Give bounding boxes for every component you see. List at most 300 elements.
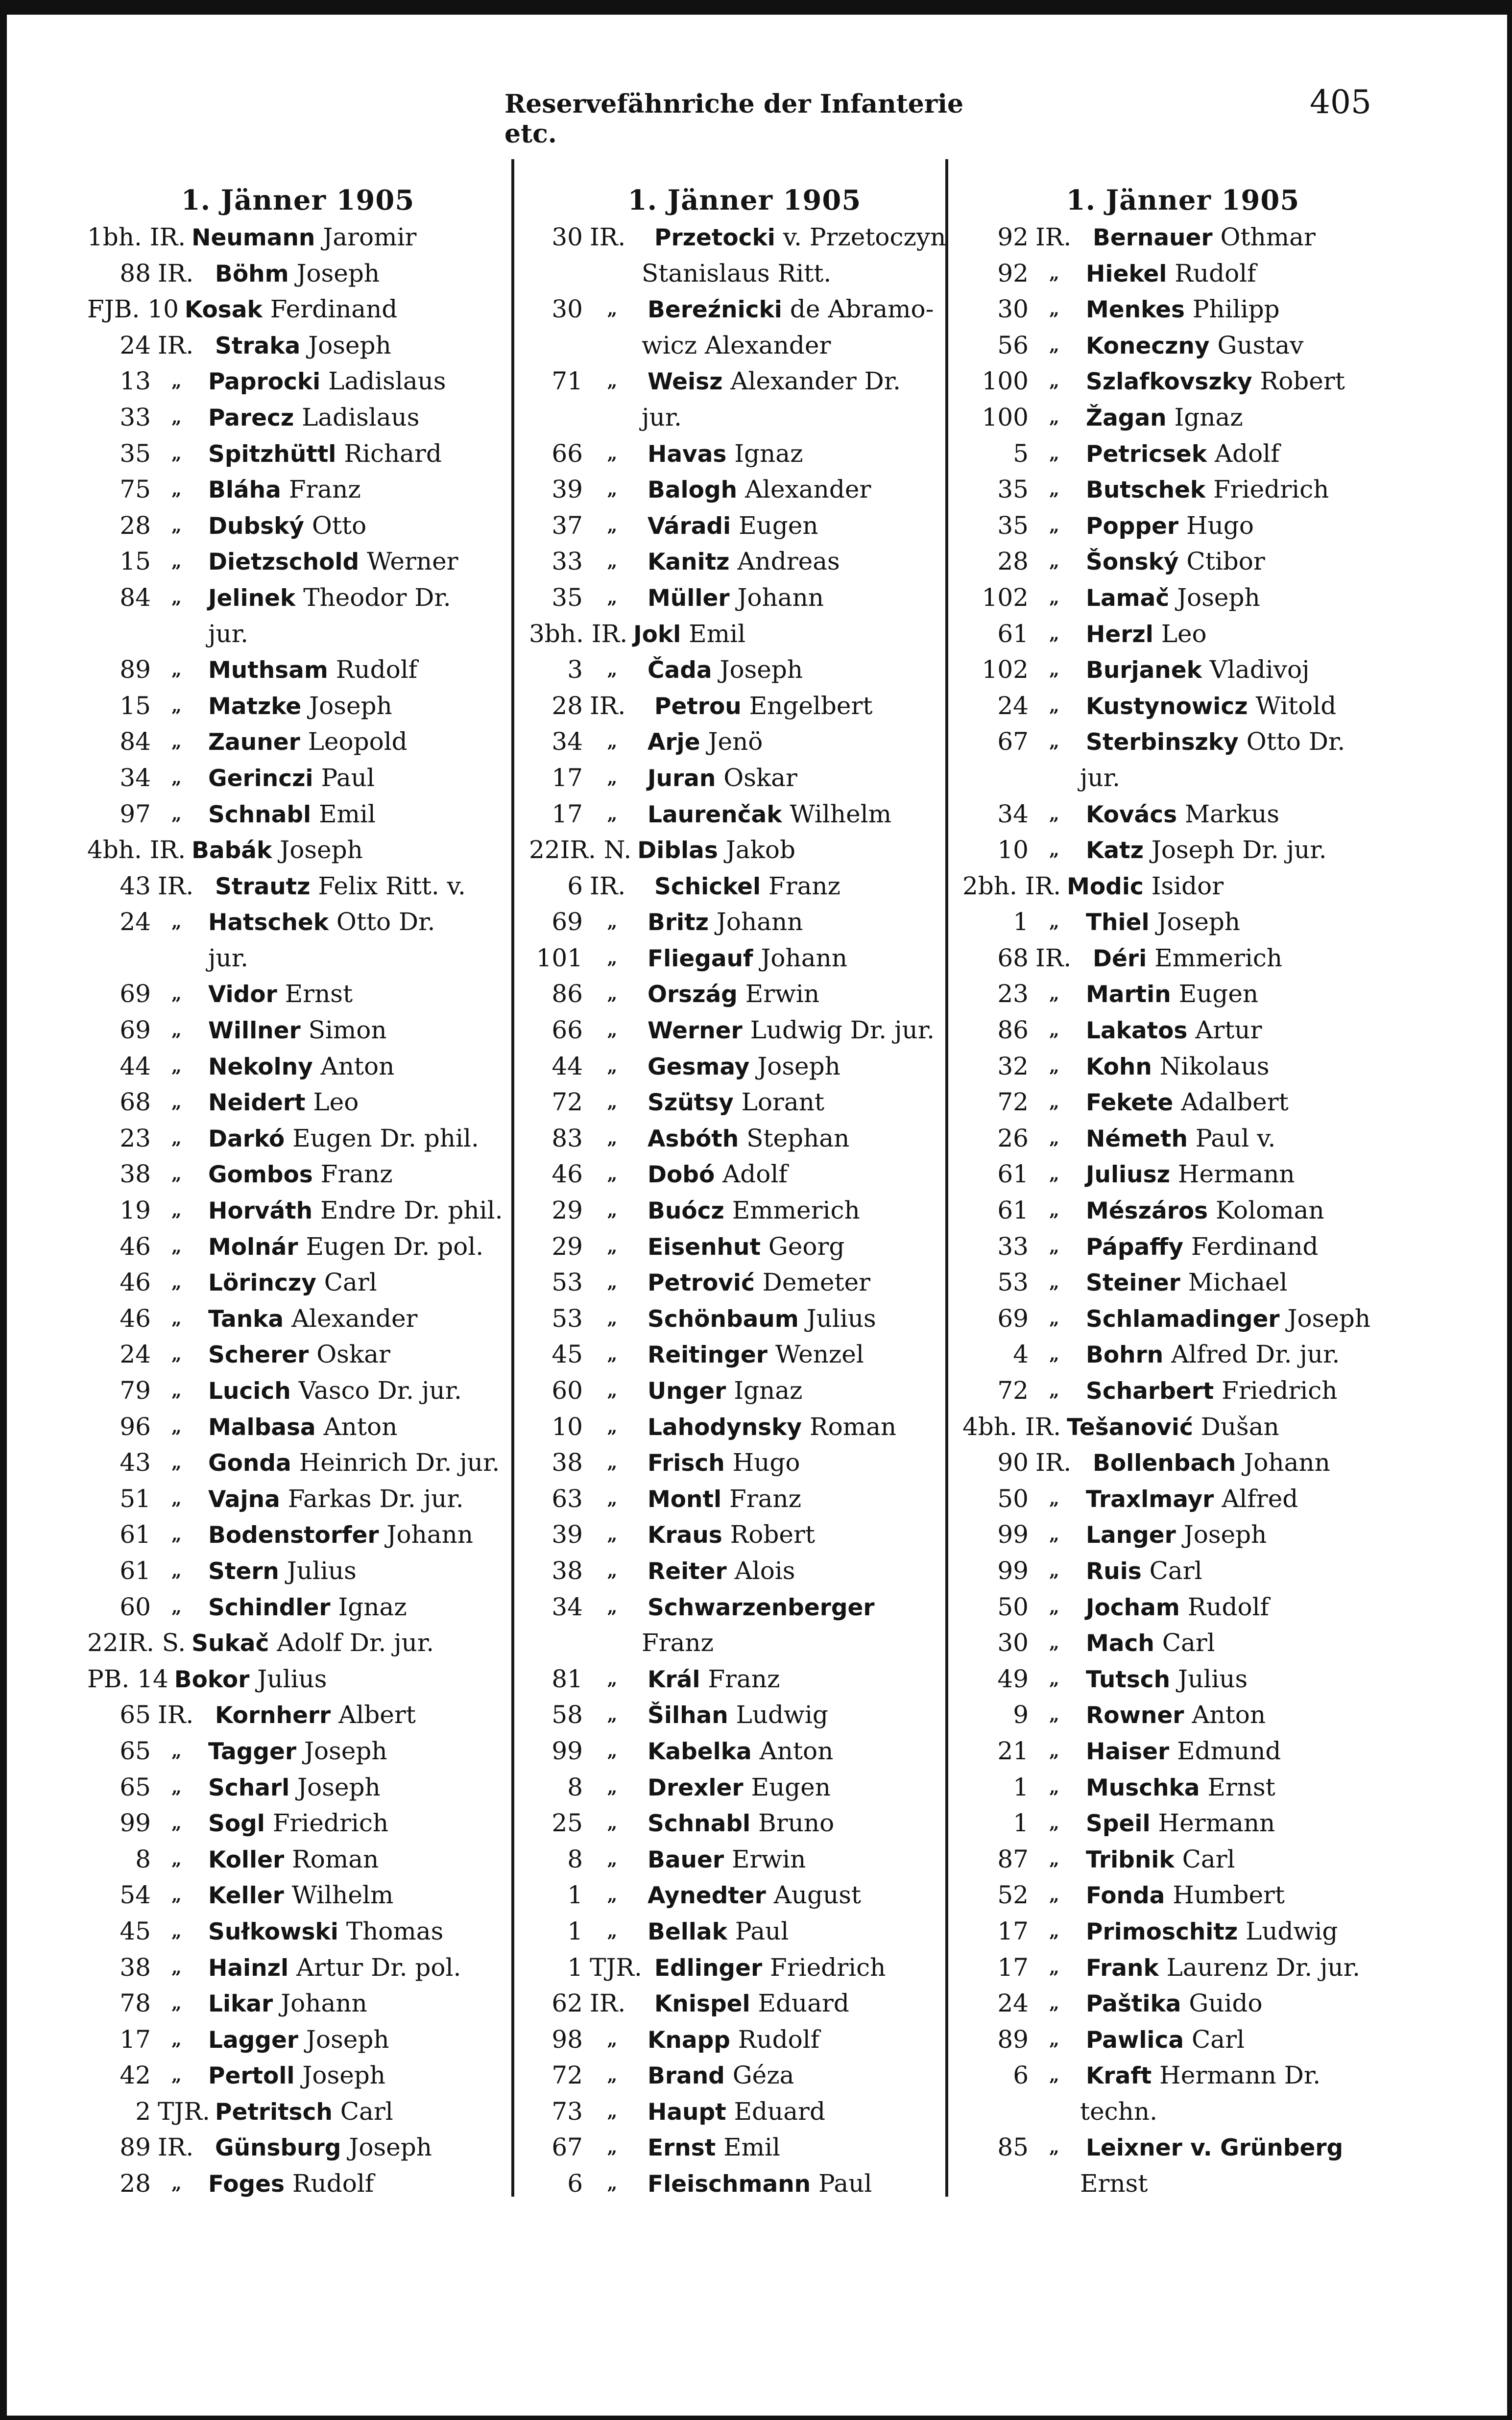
surname: Koneczny [1086,332,1210,359]
regiment-number: 78 [120,1989,151,2018]
entry-continuation [529,256,960,292]
ditto-mark: „ [607,1164,618,1185]
given-name: Joseph [280,836,363,864]
list-item [87,2166,508,2202]
surname: Hatschek [208,909,329,936]
surname: Král [648,1666,700,1693]
given-name: Johann [761,943,847,972]
list-item [529,1481,960,1517]
surname: Britz [648,909,709,936]
surname: Straka [215,332,301,359]
unit-designation [962,688,1080,724]
given-name: Friedrich [1213,475,1329,504]
surname: Scherer [208,1342,309,1369]
entry-continuation [962,760,1403,796]
ditto-mark: „ [1049,1127,1059,1149]
unit-designation [962,832,1080,868]
list-item [962,1733,1403,1770]
unit-designation [962,940,1087,977]
surname: Aynedter [648,1882,766,1910]
unit-designation [962,219,1087,256]
unit-designation [87,1156,202,1193]
regiment-number: 8 [567,1773,583,1801]
regiment-number: 17 [120,2025,151,2054]
list-item [87,1697,508,1733]
regiment-number: 33 [997,1232,1029,1261]
person-name [642,724,763,760]
ditto-mark: „ [607,1813,618,1834]
given-name: Engelbert [749,691,873,720]
person-name [1080,1589,1269,1626]
unit-designation [87,1950,202,1986]
column-heading: 1. Jänner 1905 [181,184,415,216]
list-item [962,1842,1403,1878]
running-title: Reservefähnriche der Infanterie etc. [504,89,964,149]
ditto-mark: „ [607,1127,618,1149]
given-name: Philipp [1192,295,1280,324]
ditto-mark: „ [171,2065,182,2086]
list-item [87,1842,508,1878]
person-name [1080,1121,1275,1157]
unit-designation [87,1589,202,1626]
ditto-mark: „ [1049,1055,1059,1077]
regiment-number: 30 [997,295,1029,324]
person-name [642,436,803,472]
surname: Eisenhut [648,1233,761,1261]
surname: Katz [1086,837,1144,864]
unit-designation [87,436,202,472]
list-item [87,1589,508,1626]
ditto-mark: „ [171,515,182,536]
person-name [642,1156,788,1193]
regiment-number: 28 [552,691,583,720]
given-name: Alfred Dr. jur. [1171,1340,1340,1369]
ditto-mark: „ [171,983,182,1005]
list-item [529,472,960,508]
given-name: Leo [1161,619,1207,648]
unit-designation [962,328,1080,364]
surname: Schlamadinger [1086,1305,1280,1333]
continuation-text: jur. [208,943,249,972]
given-name: Friedrich [1222,1376,1338,1405]
surname: Lucich [208,1378,291,1405]
unit-designation [529,1986,648,2022]
person-name [648,868,840,905]
list-item [529,1877,960,1914]
list-item [87,2094,508,2130]
person-name [1087,1445,1330,1481]
surname: Sterbinszky [1086,729,1239,756]
list-item [87,1301,508,1337]
ditto-mark: „ [171,1560,182,1581]
continuation-text: jur. [642,403,682,431]
given-name: Anton [1192,1701,1266,1729]
entry-continuation [529,1625,960,1661]
regiment-number: 61 [997,1160,1029,1189]
person-name [1080,2130,1343,2166]
ditto-mark: „ [607,1416,618,1437]
unit-designation [529,652,642,688]
surname: Kustynowicz [1086,693,1248,720]
list-item [529,436,960,472]
person-name [202,1877,393,1914]
ditto-mark: „ [607,803,618,824]
regiment-number: 45 [120,1917,151,1945]
list-item [87,1625,508,1661]
surname: Przetocki [654,224,775,251]
unit-designation [962,616,1080,652]
list-item [87,580,508,616]
given-name: Franz [729,1484,801,1513]
surname: Frisch [648,1450,725,1477]
unit-designation [87,652,202,688]
continuation-text: Franz [642,1629,714,1657]
list-item [529,904,960,940]
list-item [529,1337,960,1373]
person-name [1080,1373,1337,1409]
given-name: Werner [367,547,458,576]
surname: Modic [1067,873,1144,900]
given-name: Carl [1182,1845,1235,1873]
list-item [962,904,1403,940]
regiment-number: 102 [982,583,1029,612]
regiment-number: 85 [997,2133,1029,2162]
ditto-mark: „ [171,911,182,933]
list-item [87,724,508,760]
entry-list [962,219,1403,2202]
surname: Tešanović [1067,1414,1193,1441]
unit-designation [529,1770,642,1806]
list-item [962,1625,1403,1661]
surname: Asbóth [648,1125,739,1152]
person-name [642,1661,780,1698]
unit-designation [529,1950,648,1986]
unit-designation [87,1986,202,2022]
unit-designation [529,1733,642,1770]
unit-designation [529,2130,642,2166]
list-item [87,1733,508,1770]
regiment-number: 38 [552,1448,583,1477]
regiment-number: 60 [552,1376,583,1405]
surname: Thiel [1086,909,1150,936]
person-name [202,1337,390,1373]
list-item [87,796,508,833]
list-item [87,868,508,905]
unit-designation [962,1373,1080,1409]
person-name [1080,1986,1263,2022]
unit-designation [87,1553,202,1589]
surname: Nekolny [208,1053,313,1080]
column-rule-left [511,159,514,2197]
person-name [1080,363,1345,400]
unit-designation [87,544,202,580]
surname: Hainzl [208,1954,289,1982]
regiment-number: 101 [536,943,583,972]
regiment-number: 72 [552,1088,583,1117]
person-name [642,1553,795,1589]
regiment-number: 30 [552,223,583,251]
regiment-number: 89 [120,2133,151,2162]
surname: Muschka [1086,1774,1200,1801]
person-name [202,2058,385,2094]
surname: Stern [208,1557,279,1585]
surname: Bereźnicki [648,296,782,324]
given-name: Ernst [1207,1773,1275,1801]
ditto-mark: „ [171,1776,182,1797]
list-item [529,832,960,868]
list-item [962,976,1403,1012]
regiment-number: 46 [552,1160,583,1189]
person-name [642,2094,825,2130]
person-name [642,1842,806,1878]
regiment-number: 99 [552,1736,583,1765]
list-item [87,976,508,1012]
regiment-number: 1 [567,1917,583,1945]
unit-designation [529,1697,642,1733]
unit-designation [87,2058,202,2094]
given-name: Laurenz Dr. jur. [1166,1953,1361,1982]
list-item [962,1914,1403,1950]
ditto-mark: „ [607,371,618,392]
person-name [642,1373,802,1409]
person-name [1080,1950,1360,1986]
person-name [1080,1733,1281,1770]
ditto-mark: „ [1049,407,1059,428]
regiment-number: 32 [997,1052,1029,1080]
scan-border-bottom [0,2416,1512,2420]
given-name: Rudolf [1175,259,1256,288]
person-name [627,616,745,652]
unit-designation [962,1265,1080,1301]
person-name [209,868,466,905]
surname: Szütsy [648,1089,734,1117]
list-item [529,1301,960,1337]
list-item [962,1229,1403,1265]
unit-designation [529,832,631,868]
regiment-number: 88 [120,259,151,288]
unit-designation [87,1914,202,1950]
surname: Kosak [184,296,263,324]
given-name: Hermann [1158,1809,1275,1838]
unit-designation [87,1084,202,1121]
given-name: Jaromir [323,223,417,251]
surname: Pawlica [1086,2026,1184,2054]
person-name [1080,1193,1324,1229]
regiment-number: 28 [997,547,1029,576]
given-name: Julius [806,1304,876,1333]
surname: Lakatos [1086,1017,1188,1045]
ditto-mark: „ [171,1020,182,1041]
regiment-number: 69 [120,980,151,1008]
ditto-mark: „ [1049,371,1059,392]
given-name: Joseph [297,1773,381,1801]
ditto-mark: „ [171,1380,182,1401]
person-name [642,2166,872,2202]
surname: Reiter [648,1557,727,1585]
regiment-number: 69 [552,908,583,936]
unit-designation [87,2130,209,2166]
regiment-number: 102 [982,655,1029,684]
ditto-mark: „ [171,1920,182,1941]
given-name: Friedrich [272,1809,389,1838]
given-name: Robert [730,1520,815,1549]
given-name: Carl [340,2097,393,2126]
regiment-number: 53 [552,1268,583,1297]
given-name: Leo [313,1088,359,1117]
list-item [87,328,508,364]
person-name [631,832,795,868]
unit-designation [529,1445,642,1481]
surname: Leixner v. Grünberg [1086,2134,1344,2162]
unit-designation [87,724,202,760]
list-item [529,1156,960,1193]
surname: Knapp [648,2026,730,2054]
person-name [648,688,873,724]
list-item [529,2166,960,2202]
list-item [87,1121,508,1157]
person-name [202,1156,393,1193]
unit-designation [529,2022,642,2058]
unit-designation [529,219,648,256]
list-item [962,2058,1403,2094]
list-item [962,508,1403,544]
surname: Szlafkovszky [1086,368,1252,396]
ditto-mark: „ [607,1452,618,1473]
regiment-number: 98 [552,2025,583,2054]
ditto-mark: „ [607,1055,618,1077]
list-item [529,940,960,977]
surname: Jocham [1086,1594,1180,1621]
unit-code: 1bh. IR. [87,223,186,251]
list-item [962,1770,1403,1806]
unit-designation [87,2166,202,2202]
regiment-number: 72 [997,1088,1029,1117]
ditto-mark: „ [607,659,618,680]
unit-designation [962,1445,1087,1481]
person-name [202,1049,394,1085]
person-name [1080,652,1310,688]
person-name [1080,1697,1266,1733]
regiment-number: 1 [1013,908,1029,936]
unit-designation [87,1121,202,1157]
regiment-number: 73 [552,2097,583,2126]
ditto-mark: „ [171,1524,182,1545]
unit-designation [962,1121,1080,1157]
given-name: Alexander Dr. [730,367,901,396]
ditto-mark: „ [171,1200,182,1221]
unit-designation [87,868,209,905]
given-name: Ladislaus [302,403,420,431]
ditto-mark: „ [1049,1272,1059,1293]
given-name: Joseph [304,1736,387,1765]
ditto-mark: „ [171,371,182,392]
person-name [179,291,397,328]
unit-code: 4bh. IR. [87,836,186,864]
person-name [1080,544,1265,580]
given-name: Vasco Dr. jur. [298,1376,462,1405]
ditto-mark: „ [171,1848,182,1869]
surname: Dietzschold [208,549,360,576]
list-item [529,1409,960,1445]
unit-designation [962,1084,1080,1121]
regiment-number: 89 [997,2025,1029,2054]
entry-continuation [87,616,508,652]
list-item [529,2058,960,2094]
ditto-mark: „ [171,2029,182,2050]
unit-designation [962,580,1080,616]
person-name [1080,904,1240,940]
list-item [962,1084,1403,1121]
given-name: Alexander [744,475,871,504]
ditto-mark: „ [607,2173,618,2194]
unit-designation [87,1481,202,1517]
person-name [168,1661,327,1698]
surname: Schönbaum [648,1305,799,1333]
surname: Ország [648,981,738,1008]
unit-designation [962,1625,1080,1661]
surname: Juliusz [1086,1161,1170,1189]
unit-designation [87,904,202,940]
person-name [209,2094,393,2130]
ditto-mark: „ [607,2029,618,2050]
unit-designation [87,1012,202,1049]
surname: Scharl [208,1774,290,1801]
list-item [87,1012,508,1049]
regiment-number: 52 [997,1881,1029,1910]
entry-list [529,219,960,2202]
entry-continuation [529,400,960,436]
person-name [1080,1156,1295,1193]
regiment-number: 17 [552,799,583,828]
list-item [962,436,1403,472]
list-item [962,1553,1403,1589]
list-item [962,1409,1403,1445]
ditto-mark: „ [1049,1524,1059,1545]
column-1 [87,181,508,2202]
list-item [529,616,960,652]
given-name: Eduard [758,1989,849,2018]
person-name [642,2058,794,2094]
given-name: Edmund [1177,1736,1281,1765]
list-item [962,1301,1403,1337]
person-name [202,1553,357,1589]
unit-designation [529,2058,642,2094]
regiment-number: 17 [997,1917,1029,1945]
person-name [1080,796,1279,833]
regiment-number: 35 [552,583,583,612]
regiment-type: TJR. [590,1953,642,1982]
unit-designation [529,1481,642,1517]
unit-designation [529,436,642,472]
regiment-number: 67 [997,727,1029,756]
ditto-mark: „ [1049,1380,1059,1401]
list-item [962,832,1403,868]
surname: Edlinger [654,1954,763,1982]
list-item [962,940,1403,977]
given-name: Ignaz [734,439,803,468]
ditto-mark: „ [171,1993,182,2014]
person-name [642,508,818,544]
unit-designation [529,1012,642,1049]
list-item [529,580,960,616]
unit-designation [962,363,1080,400]
given-name: Eugen [751,1773,831,1801]
continuation-text: Stanislaus Ritt. [642,259,832,288]
list-item [87,2022,508,2058]
ditto-mark: „ [1049,2137,1059,2158]
surname: Hiekel [1086,260,1167,288]
regiment-number: 90 [997,1448,1029,1477]
